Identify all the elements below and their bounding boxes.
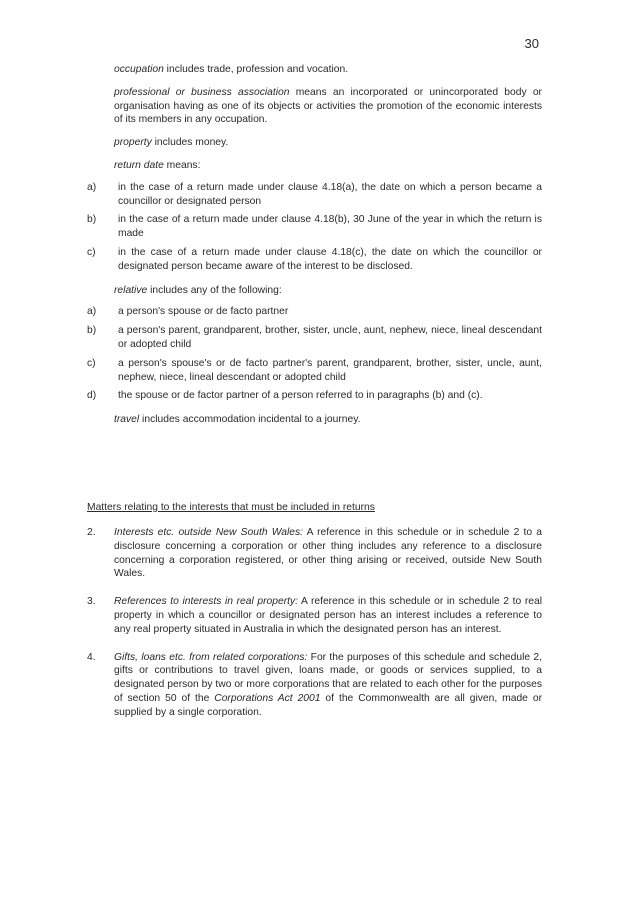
definition-return-date: [114, 159, 542, 173]
matter-body: A reference in this schedule or in schedule 2 to real property in which a councillor or designated person has an interest includes a reference to any real property situated in Australia in which the designated person has an interest.: [114, 596, 543, 635]
definition-occupation: [114, 63, 542, 77]
list-item-label: b): [87, 325, 97, 337]
list-item-label: d): [87, 390, 97, 402]
matters-section: [87, 526, 542, 734]
list-item-text: a person's spouse's or de facto partner's parent, grandparent, brother, sister, uncle, aunt, nephew, niece, lineal descendant or adopted child: [118, 357, 542, 383]
defined-term: professional or business association: [114, 86, 290, 98]
matter-text: [114, 526, 542, 581]
matter-text: [114, 595, 542, 636]
page-number: 30: [524, 36, 539, 51]
list-item: [87, 324, 542, 352]
matter-body: For the purposes of this schedule and schedule 2, gifts or contributions to travel given, loans made, or goods or services supplied, to a designated person by two or more corporations that are related to each other for the purposes of section 50 of the: [114, 651, 542, 704]
defined-term: relative: [114, 284, 148, 296]
matter-body-end: of the Commonwealth are all given, made or supplied by a single corporation.: [114, 692, 543, 718]
list-item-text: the spouse or de factor partner of a person referred to in paragraphs (b) and (c).: [118, 390, 483, 402]
matter-number: 4.: [87, 651, 96, 663]
defined-term: return date: [114, 159, 164, 171]
definition-text: means an incorporated or unincorporated body or organisation having as one of its objects or activities the promotion of the economic interests of its members in any occupation.: [114, 86, 542, 126]
matter-number: 3.: [87, 596, 96, 608]
defined-term: occupation: [114, 64, 164, 75]
list-item-label: a): [87, 181, 97, 193]
definition-property: [114, 136, 542, 150]
matter-text: [114, 651, 542, 720]
list-item: [87, 246, 542, 274]
list-item: [87, 213, 542, 241]
matter-title: Gifts, loans etc. from related corporations:: [114, 651, 308, 663]
defined-term: property: [114, 137, 152, 149]
definition-professional-association: [114, 86, 542, 127]
matter-item: [87, 595, 542, 636]
matter-title: Interests etc. outside New South Wales:: [114, 527, 304, 538]
act-title: Corporations Act 2001: [214, 692, 321, 704]
list-item-text: in the case of a return made under clause 4.18(b), 30 June of the year in which the return is made: [118, 214, 542, 240]
list-item-text: in the case of a return made under clause 4.18(a), the date on which a person became a councillor or designated person: [118, 181, 542, 207]
return-date-list: [87, 181, 542, 274]
definition-text: means:: [163, 159, 201, 171]
definition-text: includes trade, profession and vocation.: [163, 64, 349, 75]
matter-item: [87, 651, 542, 720]
list-item-label: b): [87, 214, 97, 226]
matter-body: A reference in this schedule or in schedule 2 to a disclosure concerning a corporation or other thing includes any reference to a disclosure concerning a corporation registered, or other thing arising or received, outside New South Wales.: [114, 527, 542, 580]
list-item-label: a): [87, 306, 97, 318]
matter-title: References to interests in real property:: [114, 596, 298, 608]
list-item: [87, 389, 542, 403]
list-item-text: in the case of a return made under clause 4.18(c), the date on which the councillor or designated person became aware of the interest to be disclosed.: [118, 246, 542, 272]
list-item: [87, 181, 542, 209]
definition-text: includes any of the following:: [147, 284, 282, 296]
list-item-label: c): [87, 246, 96, 258]
defined-term: travel: [114, 414, 140, 426]
matter-number: 2.: [87, 527, 96, 538]
list-item: [87, 305, 542, 319]
list-item-text: a person's parent, grandparent, brother, sister, uncle, aunt, nephew, niece, lineal descendant or adopted child: [118, 325, 542, 350]
definition-text: includes accommodation incidental to a journey.: [139, 414, 361, 426]
definitions-section: [87, 63, 542, 436]
list-item-label: c): [87, 357, 96, 369]
definition-relative: [114, 284, 542, 298]
section-heading: Matters relating to the interests that must be included in returns: [87, 502, 375, 513]
list-item-text: a person's spouse or de facto partner: [118, 306, 289, 318]
matter-item: [87, 526, 542, 581]
list-item: [87, 357, 542, 385]
definition-text: includes money.: [151, 137, 229, 149]
definition-travel: [114, 413, 542, 427]
relative-list: [87, 305, 542, 403]
